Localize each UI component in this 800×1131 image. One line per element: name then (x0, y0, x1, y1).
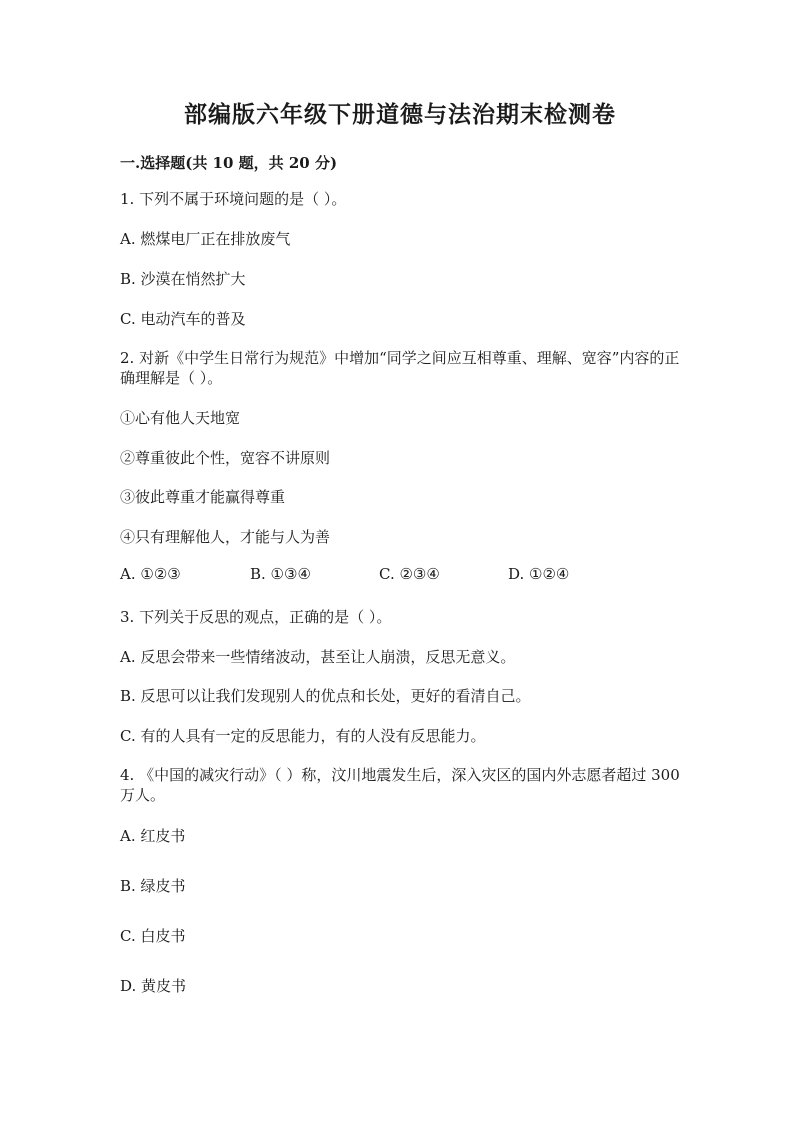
question-1-option-a[interactable]: A. 燃煤电厂正在排放废气 (120, 230, 291, 248)
question-2-item-1: ①心有他人天地宽 (120, 409, 241, 427)
question-3-option-c[interactable]: C. 有的人具有一定的反思能力，有的人没有反思能力。 (120, 727, 486, 745)
question-3-stem: 3. 下列关于反思的观点，正确的是（ ）。 (120, 608, 392, 626)
question-1-option-b[interactable]: B. 沙漠在悄然扩大 (120, 270, 246, 288)
question-2-stem: 2. 对新《中学生日常行为规范》中增加“同学之间应互相尊重、理解、宽容”内容的正确理解是（ ）。 (120, 349, 680, 387)
question-1-option-c[interactable]: C. 电动汽车的普及 (120, 310, 246, 328)
question-2-item-4: ④只有理解他人，才能与人为善 (120, 528, 331, 546)
question-4-option-c[interactable]: C. 白皮书 (120, 927, 186, 945)
question-2-option-b[interactable]: B. ①③④ (250, 565, 311, 583)
question-4-option-a[interactable]: A. 红皮书 (120, 827, 186, 845)
question-1-stem: 1. 下列不属于环境问题的是（ ）。 (120, 190, 347, 208)
question-2-option-a[interactable]: A. ①②③ (120, 565, 181, 583)
question-4-option-d[interactable]: D. 黄皮书 (120, 977, 187, 995)
question-2-item-3: ③彼此尊重才能赢得尊重 (120, 488, 286, 506)
exam-title: 部编版六年级下册道德与法治期末检测卷 (184, 101, 616, 128)
question-3-option-b[interactable]: B. 反思可以让我们发现别人的优点和长处，更好的看清自己。 (120, 687, 531, 705)
question-4-option-b[interactable]: B. 绿皮书 (120, 877, 186, 895)
question-3-option-a[interactable]: A. 反思会带来一些情绪波动，甚至让人崩溃，反思无意义。 (120, 648, 516, 666)
question-2-option-d[interactable]: D. ①②④ (508, 565, 570, 583)
question-2-option-c[interactable]: C. ②③④ (379, 565, 440, 583)
question-2-item-2: ②尊重彼此个性，宽容不讲原则 (120, 449, 331, 467)
question-4-stem: 4. 《中国的减灾行动》（ ）称，汶川地震发生后，深入灾区的国内外志愿者超过 300 万人。 (120, 766, 680, 804)
section-heading: 一.选择题(共 10 题，共 20 分) (120, 154, 338, 172)
